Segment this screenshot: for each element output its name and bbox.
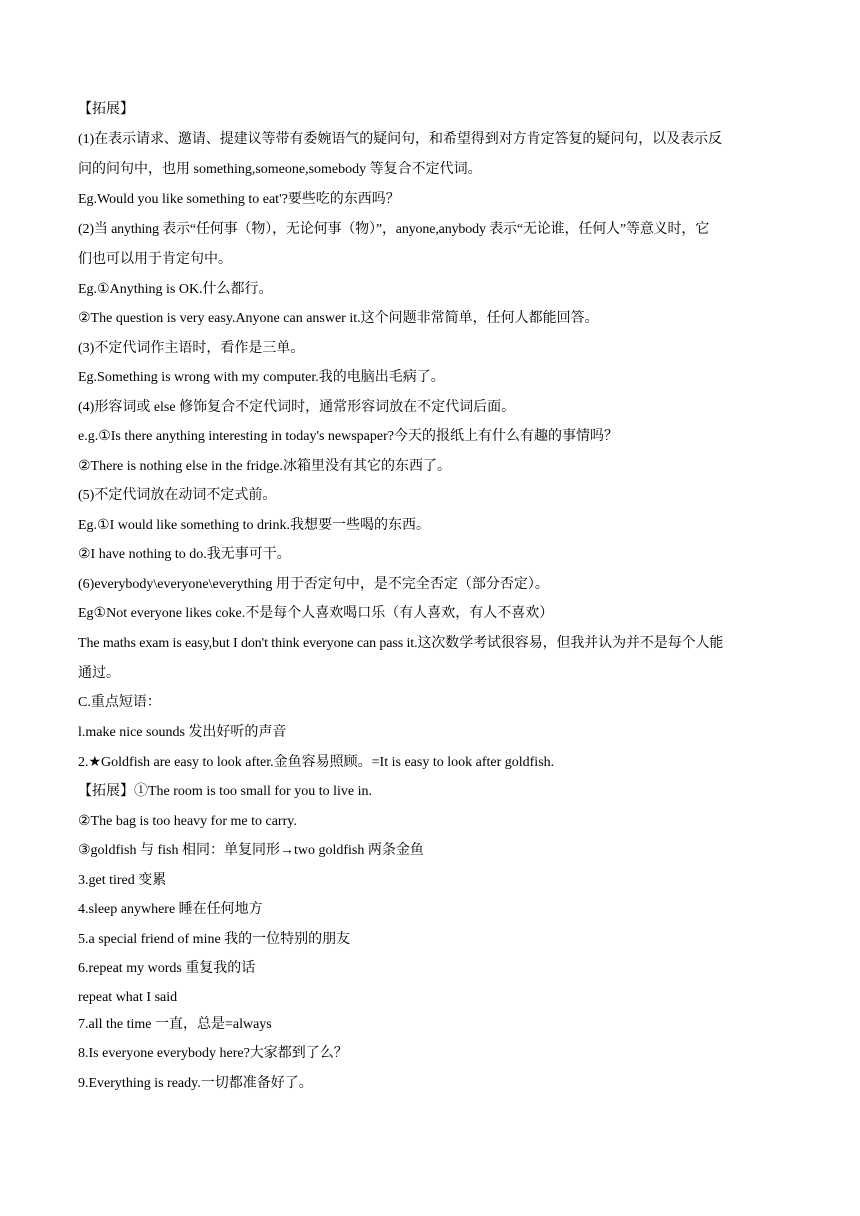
text-line-13: (5)不定代词放在动词不定式前。 — [78, 488, 277, 503]
heading-extension: 【拓展】 — [78, 102, 134, 117]
example-line-18: The maths exam is easy,but I don't think everyone can pass it.这次数学考试很容易，但我并认为并不是每个人能 — [78, 636, 724, 651]
text-line-1: (1)在表示请求、邀请、提建议等带有委婉语气的疑问句，和希望得到对方肯定答复的疑问句，以及表示反 — [78, 132, 722, 147]
example-line-11: e.g.①Is there anything interesting in today's newspaper?今天的报纸上有什么有趣的事情吗？ — [78, 429, 618, 444]
phrase-2-example-2: ②The bag is too heavy for me to carry. — [78, 814, 297, 829]
text-line-16: (6)everybody\everyone\everything 用于否定句中，是不完全否定（部分否定）。 — [78, 577, 549, 592]
example-line-7: ②The question is very easy.Anyone can answer it.这个问题非常简单，任何人都能回答。 — [78, 311, 599, 326]
example-line-14: Eg.①I would like something to drink.我想要一些喝的东西。 — [78, 518, 431, 533]
text-line-2: 问的问句中，也用 something,someone,somebody 等复合不定代词。 — [78, 162, 482, 177]
phrase-2: 2.★Goldfish are easy to look after.金鱼容易照顾。=It is easy to look after goldfish. — [78, 755, 555, 770]
phrase-9: 9.Everything is ready.一切都准备好了。 — [78, 1076, 313, 1091]
text-line-8: (3)不定代词作主语时，看作是三单。 — [78, 341, 305, 356]
text-line-10: (4)形容词或 else 修饰复合不定代词时，通常形容词放在不定代词后面。 — [78, 400, 516, 415]
phrase-3: 3.get tired 变累 — [78, 873, 167, 888]
phrase-8: 8.Is everyone everybody here?大家都到了么？ — [78, 1046, 348, 1061]
phrase-4: 4.sleep anywhere 睡在任何地方 — [78, 902, 263, 917]
example-line-15: ②I have nothing to do.我无事可干。 — [78, 547, 291, 562]
example-line-6: Eg.①Anything is OK.什么都行。 — [78, 282, 273, 297]
example-line-3: Eg.Would you like something to eat'?要些吃的东西吗？ — [78, 192, 400, 207]
phrase-1: l.make nice sounds 发出好听的声音 — [78, 725, 287, 740]
phrase-7: 7.all the time 一直，总是=always — [78, 1017, 272, 1032]
example-line-19: 通过。 — [78, 666, 120, 681]
phrase-2-extension: 【拓展】①The room is too small for you to live in. — [78, 784, 372, 799]
phrase-5: 5.a special friend of mine 我的一位特别的朋友 — [78, 932, 351, 947]
phrase-6-variant: repeat what I said — [78, 990, 178, 1005]
section-heading-phrases: C.重点短语： — [78, 695, 161, 710]
text-line-4: (2)当 anything 表示“任何事（物），无论何事（物）”，anyone,anybody 表示“无论谁，任何人”等意义时，它 — [78, 222, 710, 237]
example-line-17: Eg①Not everyone likes coke.不是每个人喜欢喝口乐（有人喜欢，有人不喜欢） — [78, 606, 554, 621]
phrase-2-example-3: ③goldfish 与 fish 相同：单复同形→two goldfish 两条金鱼 — [78, 843, 424, 858]
example-line-9: Eg.Something is wrong with my computer.我的电脑出毛病了。 — [78, 370, 445, 385]
example-line-12: ②There is nothing else in the fridge.冰箱里没有其它的东西了。 — [78, 459, 451, 474]
phrase-6: 6.repeat my words 重复我的话 — [78, 961, 256, 976]
text-line-5: 们也可以用于肯定句中。 — [78, 252, 232, 267]
